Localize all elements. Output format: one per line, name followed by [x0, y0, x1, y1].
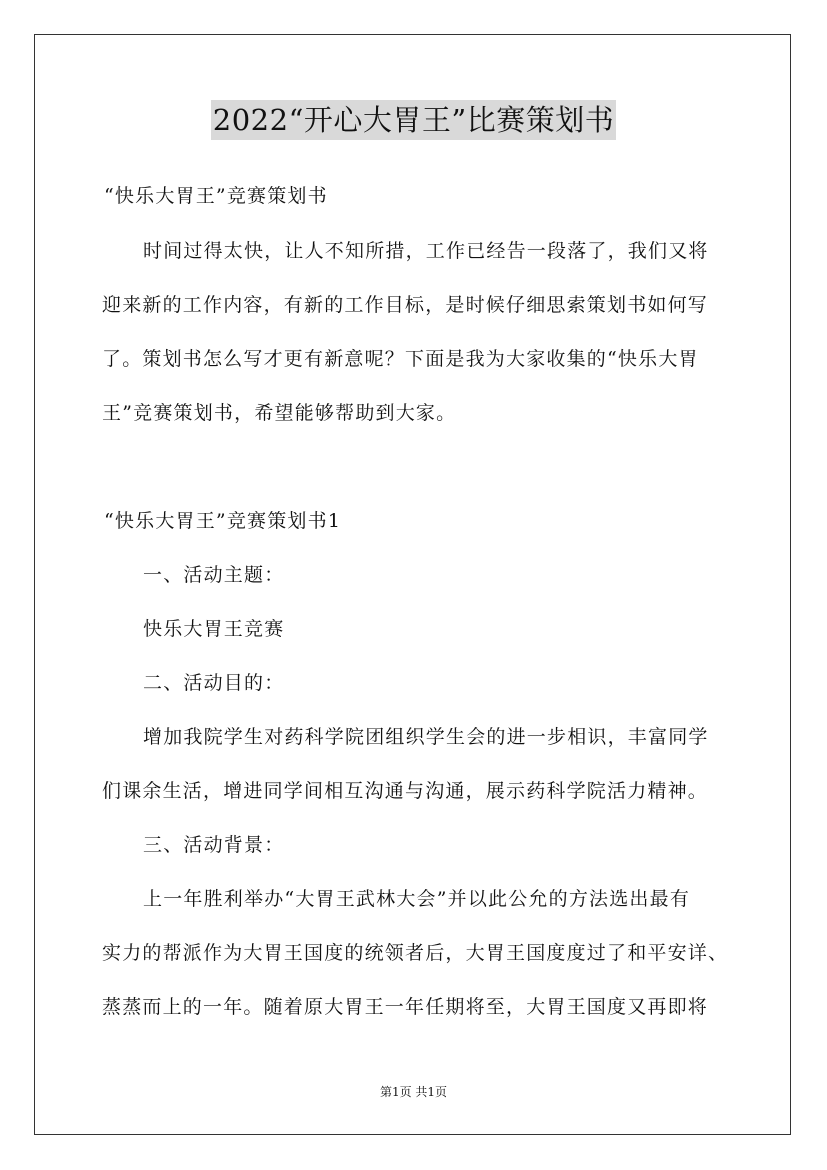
- paragraph-line: 实力的帮派作为大胃王国度的统领者后，大胃王国度度过了和平安详、: [102, 942, 729, 964]
- paragraph-line: 时间过得太快，让人不知所措，工作已经告一段落了，我们又将: [143, 240, 709, 262]
- title-container: [0, 100, 827, 140]
- paragraph-line: 增加我院学生对药科学院团组织学生会的进一步相识，丰富同学: [143, 726, 709, 748]
- paragraph-line: 上一年胜利举办“大胃王武林大会”并以此公允的方法选出最有: [143, 888, 691, 910]
- section-label: 三、活动背景：: [143, 834, 285, 856]
- paragraph-line: 迎来新的工作内容，有新的工作目标，是时候仔细思索策划书如何写: [102, 294, 709, 316]
- paragraph-line: 们课余生活，增进同学间相互沟通与沟通，展示药科学院活力精神。: [102, 780, 709, 802]
- subtitle: “快乐大胃王”竞赛策划书: [104, 185, 328, 207]
- paragraph-line: 蒸蒸而上的一年。随着原大胃王一年任期将至，大胃王国度又再即将: [102, 996, 709, 1018]
- section-heading: “快乐大胃王”竞赛策划书1: [104, 510, 342, 532]
- page-footer: 第1页 共1页: [379, 1085, 448, 1099]
- section-label: 二、活动目的：: [143, 672, 285, 694]
- paragraph-line: 快乐大胃王竞赛: [143, 618, 285, 640]
- paragraph-line: 了。策划书怎么写才更有新意呢？下面是我为大家收集的“快乐大胃: [102, 348, 699, 370]
- document-title: 2022“开心大胃王”比赛策划书: [211, 100, 616, 140]
- section-label: 一、活动主题：: [143, 564, 285, 586]
- paragraph-line: 王”竞赛策划书，希望能够帮助到大家。: [102, 402, 457, 424]
